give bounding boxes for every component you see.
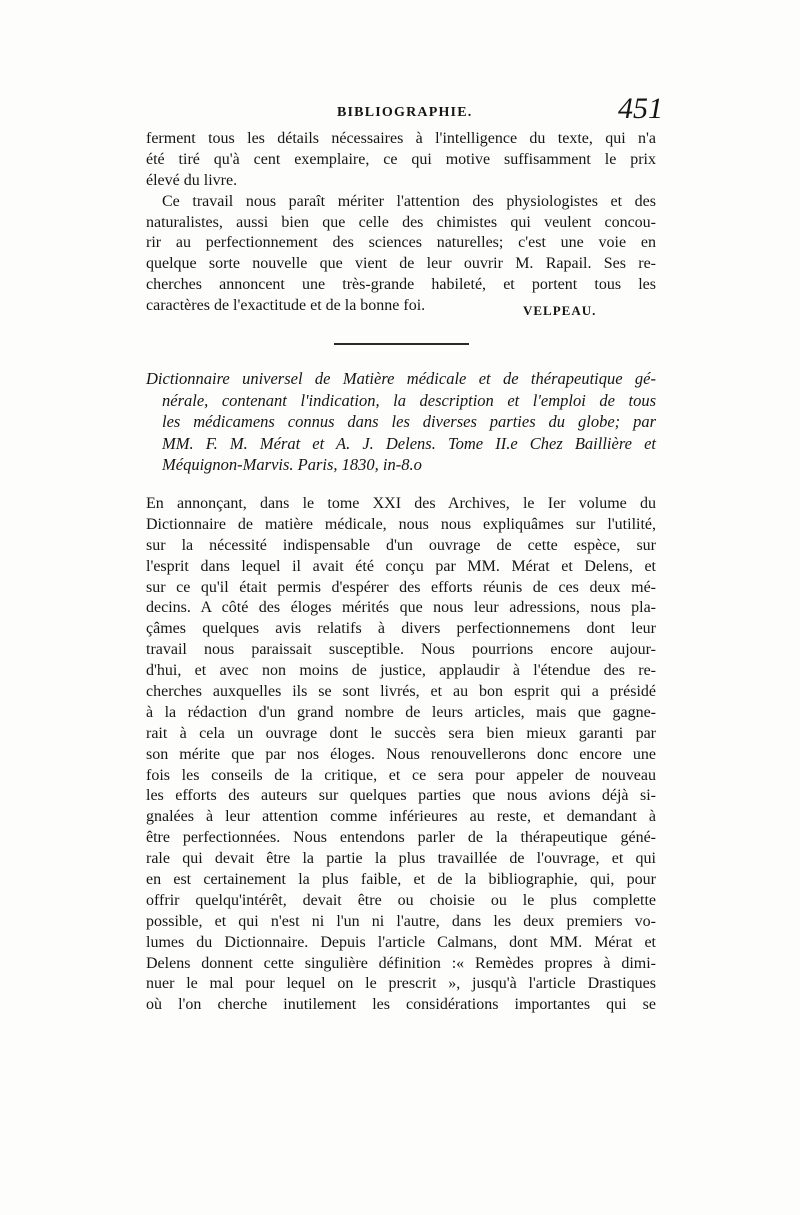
- section-separator: [334, 343, 469, 345]
- text-line: Delens donnent cette singulière définition :« Remèdes propres à dimi-: [146, 954, 656, 972]
- text-line: ferment tous les détails nécessaires à l'intelligence du texte, qui n'a: [146, 130, 656, 147]
- text-line: decins. A côté des éloges mérités que nous leur adressions, nous pla-: [146, 599, 656, 617]
- text-line: naturalistes, aussi bien que celle des chimistes qui veulent concou-: [146, 213, 656, 231]
- text-line: son mérite que par nos éloges. Nous renouvellerons donc encore une: [146, 745, 656, 763]
- text-line: offrir quelqu'intérêt, devait être ou choisie ou le plus complette: [146, 891, 656, 909]
- text-line: rir au perfectionnement des sciences naturelles; c'est une voie en: [146, 234, 656, 252]
- text-line: élevé du livre.: [146, 171, 238, 189]
- title-line: Méquignon-Marvis. Paris, 1830, in-8.o: [162, 455, 422, 474]
- text-line: En annonçant, dans le tome XXI des Archives, le Ier volume du: [146, 495, 656, 512]
- text-line: être perfectionnées. Nous entendons parler de la thérapeutique géné-: [146, 829, 656, 847]
- text-line: les efforts des auteurs sur quelques parties que nous avions déjà si-: [146, 787, 656, 805]
- text-line: en est certainement la plus faible, et de la bibliographie, qui, pour: [146, 871, 656, 889]
- text-line: rale qui devait être la partie la plus travaillée de l'ouvrage, et qui: [146, 850, 656, 868]
- title-line: Dictionnaire universel de Matière médicale et de thérapeutique gé-: [146, 369, 656, 388]
- title-line: nérale, contenant l'indication, la description et l'emploi de tous: [162, 390, 656, 410]
- text-line: cherches annoncent une très-grande habileté, et portent tous les: [146, 276, 656, 294]
- text-line: Dictionnaire de matière médicale, nous nous expliquâmes sur l'utilité,: [146, 515, 656, 533]
- text-line: cherches auxquelles ils se sont livrés, et au bon esprit qui a présidé: [146, 683, 656, 701]
- text-line: quelque sorte nouvelle que vient de leur ouvrir M. Rapail. Ses re-: [146, 255, 656, 273]
- text-line: à la rédaction d'un grand nombre de leurs articles, mais que gagne-: [146, 703, 656, 721]
- text-line: d'hui, et avec non moins de justice, applaudir à l'étendue des re-: [146, 662, 656, 680]
- text-line: été tiré qu'à cent exemplaire, ce qui motive suffisamment le prix: [146, 150, 656, 168]
- text-line: çâmes quelques avis relatifs à divers perfectionnemens dont leur: [146, 620, 656, 638]
- text-line: Ce travail nous paraît mériter l'attention des physiologistes et des: [162, 192, 656, 210]
- intro-paragraphs: [146, 129, 656, 317]
- text-line: sur la nécessité indispensable d'un ouvrage de cette espèce, sur: [146, 536, 656, 554]
- text-line: gnalées à leur attention comme inférieures au reste, et demandant à: [146, 808, 656, 826]
- text-line: où l'on cherche inutilement les considérations importantes qui se: [146, 996, 656, 1014]
- running-title: BIBLIOGRAPHIE.: [337, 105, 473, 120]
- text-line: rait à cela un ouvrage dont le succès sera bien mieux garanti par: [146, 724, 656, 742]
- text-line: nuer le mal pour lequel on le prescrit », jusqu'à l'article Drastiques: [146, 975, 656, 993]
- text-line: possible, et qui n'est ni l'un ni l'autre, dans les deux premiers vo-: [146, 912, 656, 930]
- text-line: lumes du Dictionnaire. Depuis l'article Calmans, dont MM. Mérat et: [146, 933, 656, 951]
- text-line: l'esprit dans lequel il avait été conçu par MM. Mérat et Delens, et: [146, 557, 656, 575]
- review-paragraph: [146, 494, 656, 1016]
- page-number: 451: [618, 92, 663, 125]
- text-line: travail nous paraissait susceptible. Nous pourrions encore aujour-: [146, 641, 656, 659]
- title-line: les médicamens connus dans les diverses parties du globe; par: [162, 412, 656, 431]
- text-line: sur ce qu'il était permis d'espérer des efforts réunis de ces deux mé-: [146, 578, 656, 596]
- title-line: MM. F. M. Mérat et A. J. Delens. Tome II.e Chez Baillière et: [162, 433, 656, 453]
- text-line: caractères de l'exactitude et de la bonne foi.: [146, 297, 426, 315]
- author-signature: VELPEAU.: [523, 303, 597, 318]
- book-title: [146, 368, 656, 476]
- text-line: fois les conseils de la critique, et ce sera pour appeler de nouveau: [146, 766, 656, 784]
